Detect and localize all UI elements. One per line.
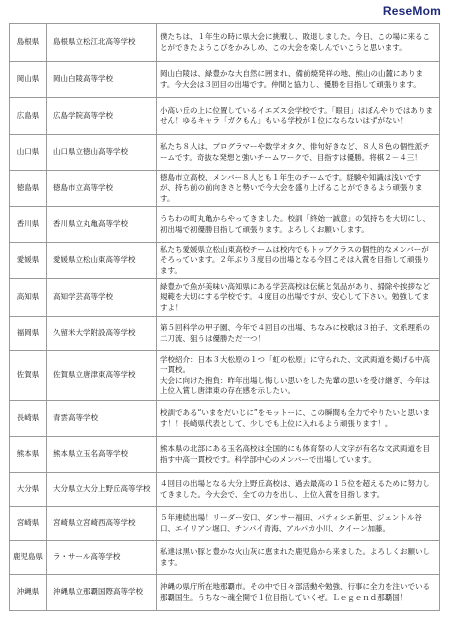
school-name-cell: 大分県立大分上野丘高等学校 xyxy=(47,473,157,507)
resemom-logo: ReseMom xyxy=(382,4,441,18)
school-name-cell: ラ・サール高等学校 xyxy=(47,541,157,575)
message-cell: 熊本県の北部にある玉名高校は全国的にも体育祭の人文字が有名な文武両道を目指す中高一貫校です。科学部中心のメンバーで出場しています。 xyxy=(157,437,440,473)
message-cell: 私たち愛媛県立松山東高校チームは校内でもトップクラスの個性的なメンバーがそろっています。２年ぶり３度目の出場となる今回こそは入賞を目指して頑張ります。 xyxy=(157,243,440,279)
school-name-cell: 沖縄県立那覇国際高等学校 xyxy=(47,575,157,611)
table-row xyxy=(10,62,440,98)
message-cell: 沖縄の県庁所在地那覇市。その中で日々部活動や勉強、行事に全力を注いでいる那覇国生。うちな～魂全開で１位目指していくぜ。Ｌｅｇｅｎｄ那覇国！ xyxy=(157,575,440,611)
table-row xyxy=(10,351,440,401)
school-name-cell: 岡山白陵高等学校 xyxy=(47,62,157,98)
prefecture-cell: 高知県 xyxy=(10,279,47,317)
prefecture-cell: 山口県 xyxy=(10,135,47,171)
table-row xyxy=(10,507,440,541)
prefecture-cell: 島根県 xyxy=(10,24,47,62)
school-name-cell: 島根県立松江北高等学校 xyxy=(47,24,157,62)
table-body xyxy=(10,24,440,611)
message-cell: 学校紹介：日本３大松原の１つ「虹の松原」に守られた、文武両道を掲げる中高一貫校。 大会に向けた抱負：昨年出場し悔しい思いをした先輩の思いを受け継ぎ、今年は上位入賞し唐津東の存在感を示したい。 xyxy=(157,351,440,401)
table-row xyxy=(10,279,440,317)
message-cell: 私たち８人は、プログラマーや数学オタク、俳句好きなど、８人８色の個性派チームです。奇抜な発想と強いチームワークで、目指すは優勝。将棋２－４三！ xyxy=(157,135,440,171)
prefecture-cell: 広島県 xyxy=(10,98,47,135)
prefecture-cell: 徳島県 xyxy=(10,171,47,207)
school-name-cell: 徳島市立高等学校 xyxy=(47,171,157,207)
message-cell: 僕たちは、１年生の時に県大会に挑戦し、敗退しました。今日、この場に来ることができたようこびをかみしめ、この大会を楽しんでいこうと思います。 xyxy=(157,24,440,62)
message-cell: 校訓である“いまをだいじに”をモットーに、この瞬間も全力でやりたいと思います！！長崎県代表として、少しでも上位に入れるよう頑張ります！。 xyxy=(157,401,440,437)
message-cell: 緑豊かで魚が美味い高知県にある学芸高校は伝統と気品があり、掃除や挨拶など規範を大切にする学校です。４度目の出場ですが、安心して下さい。勉強してますよ！ xyxy=(157,279,440,317)
school-name-cell: 宮崎県立宮崎西高等学校 xyxy=(47,507,157,541)
prefecture-cell: 大分県 xyxy=(10,473,47,507)
table-row xyxy=(10,575,440,611)
table-row xyxy=(10,541,440,575)
prefecture-cell: 鹿児島県 xyxy=(10,541,47,575)
message-cell: 岡山白陵は、緑豊かな大自然に囲まれ、備前焼発祥の地、熊山の山麓にあります。今大会は３回目の出場です。仲間と協力し、優勝を目指して頑張ります。 xyxy=(157,62,440,98)
table-row xyxy=(10,207,440,243)
school-name-cell: 広島学院高等学校 xyxy=(47,98,157,135)
prefecture-cell: 福岡県 xyxy=(10,317,47,351)
school-name-cell: 熊本県立玉名高等学校 xyxy=(47,437,157,473)
school-name-cell: 佐賀県立唐津東高等学校 xyxy=(47,351,157,401)
table-row xyxy=(10,437,440,473)
table-row xyxy=(10,171,440,207)
prefecture-cell: 宮崎県 xyxy=(10,507,47,541)
school-name-cell: 高知学芸高等学校 xyxy=(47,279,157,317)
message-cell: ４回目の出場となる大分上野丘高校は、過去最高の１５位を超えるために努力してきました。今大会で、全ての力を出し、上位入賞を目指します。 xyxy=(157,473,440,507)
school-name-cell: 久留米大学附設高等学校 xyxy=(47,317,157,351)
prefecture-cell: 香川県 xyxy=(10,207,47,243)
message-cell: 私達は黒い豚と豊かな火山灰に恵まれた鹿児島から来ました。よろしくお願いします。 xyxy=(157,541,440,575)
message-cell: 小高い丘の上に位置しているイエズス会学校です。「眼目」はぼんやりではありません！ゆるキャラ「ガクもん」もいる学校が１位にならないはずがない！ xyxy=(157,98,440,135)
school-name-cell: 青雲高等学校 xyxy=(47,401,157,437)
school-name-cell: 香川県立丸亀高等学校 xyxy=(47,207,157,243)
school-name-cell: 愛媛県立松山東高等学校 xyxy=(47,243,157,279)
message-cell: 徳島市立高校、メンバー８人とも１年生のチームです。経験や知識は浅いですが、持ち前の前向きさと勢いで今大会を盛り上げることができるよう頑張ります。 xyxy=(157,171,440,207)
table-row xyxy=(10,473,440,507)
table-row xyxy=(10,401,440,437)
message-cell: ５年連続出場！リーダー安口、ダンサー福田、パティシエ新里、ジェントル谷口、エイリアン堀口、チンパイ青海、アルパカ小川、クイーン加藤。 xyxy=(157,507,440,541)
table-row xyxy=(10,98,440,135)
message-cell: 第５回科学の甲子園、今年で４回目の出場、ちなみに校歌は３拍子、文系理系の二刀流、狙うは優勝ただ一つ！ xyxy=(157,317,440,351)
prefecture-cell: 熊本県 xyxy=(10,437,47,473)
prefecture-cell: 長崎県 xyxy=(10,401,47,437)
prefecture-cell: 岡山県 xyxy=(10,62,47,98)
table-row xyxy=(10,317,440,351)
school-table xyxy=(9,23,440,611)
table-row xyxy=(10,243,440,279)
prefecture-cell: 愛媛県 xyxy=(10,243,47,279)
message-cell: うちわの町丸亀からやってきました。校訓「終始一誠意」の気持ちを大切にし、初出場で初優勝目指して頑張ります。よろしくお願いします。 xyxy=(157,207,440,243)
table-row xyxy=(10,135,440,171)
school-name-cell: 山口県立徳山高等学校 xyxy=(47,135,157,171)
prefecture-cell: 沖縄県 xyxy=(10,575,47,611)
table-row xyxy=(10,24,440,62)
prefecture-cell: 佐賀県 xyxy=(10,351,47,401)
